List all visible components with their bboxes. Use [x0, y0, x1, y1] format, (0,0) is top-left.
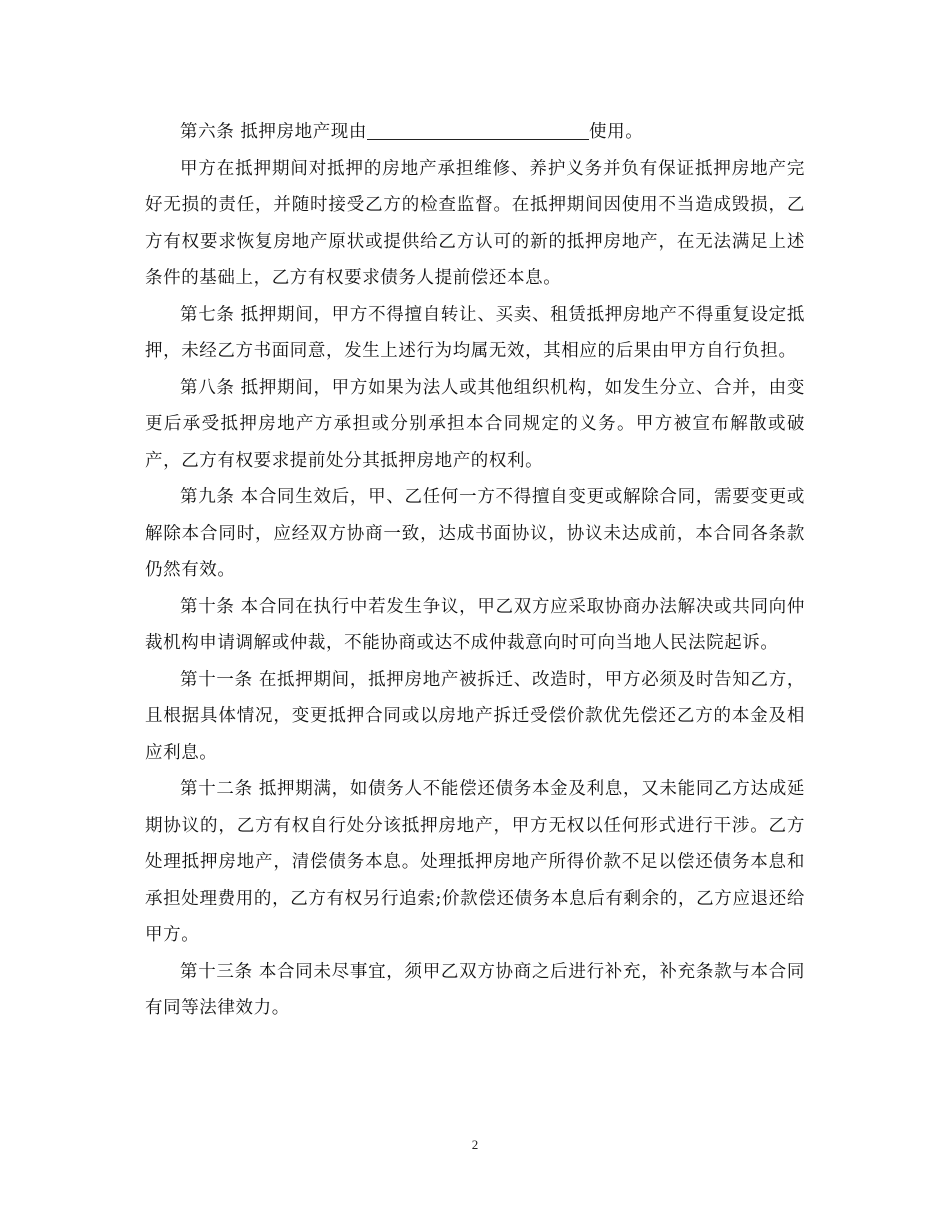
article-7	[145, 297, 805, 370]
article-text: 抵押期间，甲方如果为法人或其他组织机构，如发生分立、合并，由变更后承受抵押房地产方承担或分别承担本合同规定的义务。甲方被宣布解散或破产，乙方有权要求提前处分其抵押房地产的权利。	[145, 377, 805, 471]
article-number: 第七条	[180, 304, 235, 325]
article-text: 抵押房地产现由	[240, 122, 368, 142]
article-number: 第八条	[180, 377, 235, 398]
article-8	[145, 370, 805, 480]
article-number: 第十条	[180, 596, 235, 617]
article-text: 在抵押期间，抵押房地产被拆迁、改造时，甲方必须及时告知乙方，且根据具体情况，变更抵押合同或以房地产拆迁受偿价款优先偿还乙方的本金及相应利息。	[145, 669, 805, 763]
article-6-continued	[145, 151, 805, 297]
article-text: 抵押期满，如债务人不能偿还债务本金及利息，又未能同乙方达成延期协议的，乙方有权自行处分该抵押房地产，甲方无权以任何形式进行干涉。乙方处理抵押房地产，清偿债务本息。处理抵押房地产所得价款不足以偿还债务本息和承担处理费用的，乙方有权另行追索;价款偿还债务本息后有剩余的，乙方应退还给甲方。	[145, 779, 805, 945]
article-11	[145, 662, 805, 772]
article-13	[145, 954, 805, 1027]
article-10	[145, 589, 805, 662]
article-number: 第六条	[180, 122, 235, 142]
article-6	[145, 114, 805, 151]
article-text: 抵押期间，甲方不得擅自转让、买卖、租赁抵押房地产不得重复设定抵押，未经乙方书面同意，发生上述行为均属无效，其相应的后果由甲方自行负担。	[145, 304, 805, 361]
fill-in-blank	[367, 119, 589, 140]
article-text: 本合同生效后，甲、乙任何一方不得擅自变更或解除合同，需要变更或解除本合同时，应经双方协商一致，达成书面协议，协议未达成前，本合同各条款仍然有效。	[145, 487, 805, 580]
article-text: 本合同在执行中若发生争议，甲乙双方应采取协商办法解决或共同向仲裁机构申请调解或仲裁，不能协商或达不成仲裁意向时可向当地人民法院起诉。	[145, 596, 805, 653]
article-text: 本合同未尽事宜，须甲乙双方协商之后进行补充，补充条款与本合同有同等法律效力。	[145, 961, 805, 1018]
page-number: 2	[471, 1137, 479, 1152]
article-number: 第十二条	[180, 779, 253, 799]
article-number: 第九条	[180, 487, 235, 507]
article-9	[145, 479, 805, 589]
contract-body	[145, 114, 805, 1027]
article-12	[145, 771, 805, 954]
article-number: 第十三条	[180, 961, 253, 982]
article-text: 甲方在抵押期间对抵押的房地产承担维修、养护义务并负有保证抵押房地产完好无损的责任，并随时接受乙方的检查监督。在抵押期间因使用不当造成毁损，乙方有权要求恢复房地产原状或提供给乙方认可的新的抵押房地产，在无法满足上述条件的基础上，乙方有权要求债务人提前偿还本息。	[145, 158, 805, 288]
article-text: 使用。	[589, 122, 644, 142]
article-number: 第十一条	[180, 669, 253, 690]
